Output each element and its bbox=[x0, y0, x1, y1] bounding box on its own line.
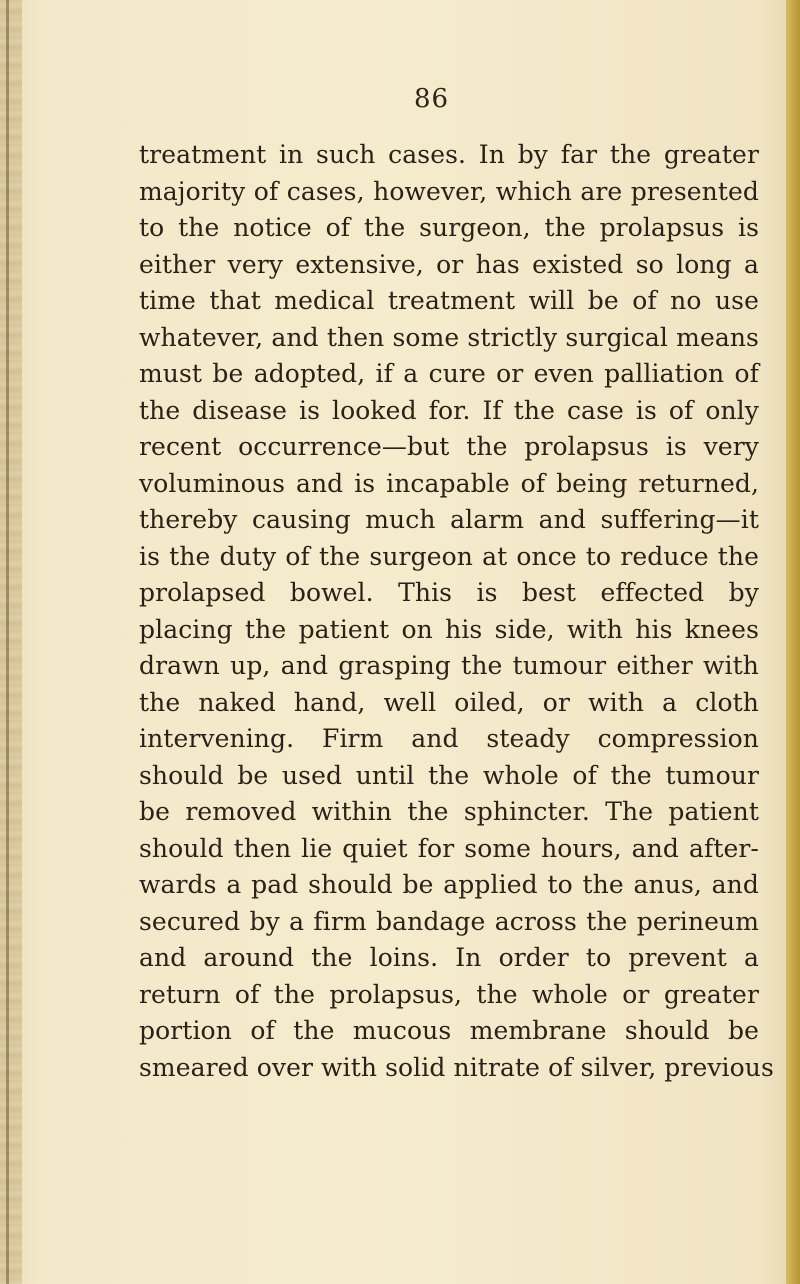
text-line: intervening. Firm and steady compression bbox=[139, 724, 759, 753]
text-line: the disease is looked for. If the case is of only bbox=[139, 395, 759, 425]
text-line: portion of the mucous membrane should be bbox=[139, 1016, 759, 1045]
text-line: either very extensive, or has existed so long a bbox=[139, 249, 759, 279]
page-gutter bbox=[0, 0, 22, 1284]
text-line: and around the loins. In order to prevent a bbox=[139, 943, 759, 972]
text-line: majority of cases, however, which are presented bbox=[139, 176, 759, 206]
text-line: secured by a firm bandage across the perineum bbox=[139, 906, 759, 936]
text-line: must be adopted, if a cure or even palliation of bbox=[139, 359, 759, 388]
text-line: treatment in such cases. In by far the greater bbox=[139, 140, 759, 169]
page-right-edge bbox=[786, 0, 800, 1284]
text-line: voluminous and is incapable of being returned, bbox=[139, 468, 759, 498]
text-line: return of the prolapsus, the whole or greater bbox=[139, 979, 759, 1009]
page-number: 86 bbox=[414, 84, 450, 114]
text-line: recent occurrence—but the prolapsus is very bbox=[139, 432, 759, 461]
text-line: smeared over with solid nitrate of silver, previous bbox=[139, 1052, 774, 1082]
text-line: should be used until the whole of the tumour bbox=[139, 760, 759, 790]
text-line: the naked hand, well oiled, or with a cloth bbox=[139, 687, 759, 717]
text-line: placing the patient on his side, with his knees bbox=[139, 614, 759, 644]
text-line: prolapsed bowel. This is best effected by bbox=[139, 578, 759, 607]
text-line: drawn up, and grasping the tumour either with bbox=[139, 651, 759, 680]
body-text bbox=[139, 137, 774, 1086]
text-line: should then lie quiet for some hours, and after- bbox=[139, 833, 759, 863]
gutter-rule bbox=[6, 0, 9, 1284]
text-line: time that medical treatment will be of no use bbox=[139, 286, 759, 315]
text-line: wards a pad should be applied to the anus, and bbox=[139, 870, 759, 899]
text-line: be removed within the sphincter. The patient bbox=[139, 797, 759, 826]
text-line: thereby causing much alarm and suffering—it bbox=[139, 505, 759, 534]
text-line: whatever, and then some strictly surgical means bbox=[139, 322, 759, 352]
text-line: is the duty of the surgeon at once to reduce the bbox=[139, 541, 759, 571]
text-line: to the notice of the surgeon, the prolapsus is bbox=[139, 213, 759, 242]
